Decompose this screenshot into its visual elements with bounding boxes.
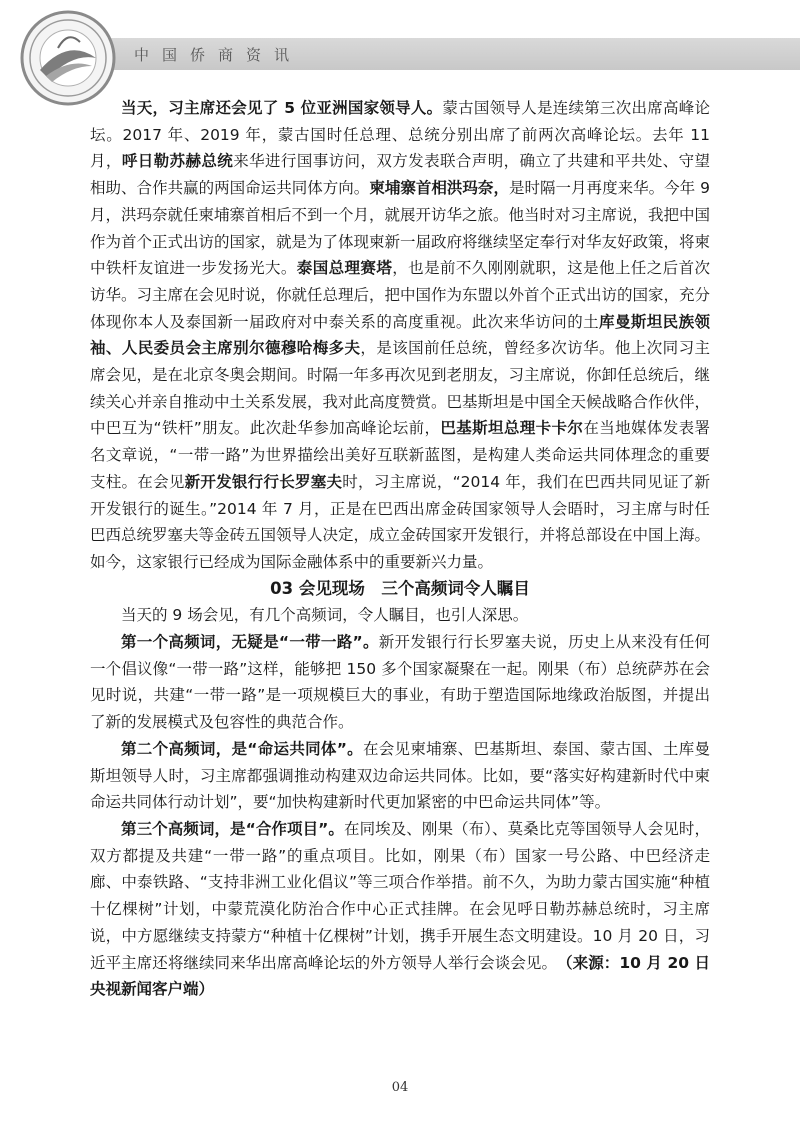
header-title: 中国侨商资讯 <box>134 46 303 64</box>
bold-phrase: 柬埔寨首相洪玛奈， <box>369 179 509 198</box>
text-run: 蒙古国领导人是连续第三次出席高峰论坛。2017 年、2019 年，蒙古国时任总理、总统分别出席了前两次高峰论坛。去年 11 月， <box>90 99 710 171</box>
bold-phrase: 第一个高频词，无疑是“一带一路”。 <box>121 633 379 652</box>
text-run: 在同埃及、刚果（布）、莫桑比克等国领导人会见时，双方都提及共建“一带一路”的重点项目。比如，刚果（布）国家一号公路、中巴经济走廊、中泰铁路、“支持非洲工业化倡议”等三项合作举措。前不久，为助力蒙古国实施“种植十亿棵树”计划，中蒙荒漠化防治合作中心正式挂牌。在会见呼日勒苏赫总统时，习主席说，中方愿继续支持蒙方“种植十亿棵树”计划，携手开展生态文明建设。10 月 20 日，习近平主席还将继续同来华出席高峰论坛的外方领导人举行会谈会见。 <box>90 819 710 972</box>
text-run: 是时隔一月再度来华。今年 9 月，洪玛奈就任柬埔寨首相后不到一个月，就展开访华之旅。他当时对习主席说，我把中国作为首个正式出访的国家，就是为了体现柬新一届政府将继续坚定奉行对华友好政策，将柬中铁杆友谊进一步发扬光大。 <box>90 179 711 278</box>
paragraph-intro: 当天的 9 场会见，有几个高频词，令人瞩目，也引人深思。 <box>121 606 529 625</box>
bold-phrase: 泰国总理赛塔 <box>296 259 393 278</box>
text-run: ，也是前不久刚刚就职，这是他上任之后首次访华。习主席在会见时说，你就任总理后，把中国作为东盟以外首个正式出访的国家，充分体现你本人及泰国新一届政府对中泰关系的高度重视。此次来华访问的土 <box>90 259 711 331</box>
paragraph-leaders <box>90 95 710 576</box>
text-run: ，是该国前任总统，曾经多次访华。他上次同习主席会见，是在北京冬奥会期间。时隔一年多再次见到老朋友，习主席说，你卸任总统后，继续关心并亲自推动中土关系发展，我对此高度赞赏。巴基斯坦是中国全天候战略合作伙伴，中巴互为“铁杆”朋友。此次赴华参加高峰论坛前， <box>90 339 711 438</box>
bold-phrase: 呼日勒苏赫总统 <box>121 152 234 171</box>
page-number: 04 <box>391 1080 409 1095</box>
bold-phrase: 新开发银行行长罗塞夫 <box>184 472 343 491</box>
paragraph-third-keyword <box>90 816 710 1003</box>
bold-phrase: 当天，习主席还会见了 5 位亚洲国家领导人。 <box>121 99 443 117</box>
bold-phrase: 第二个高频词，是“命运共同体”。 <box>121 739 363 758</box>
text-run: 时，习主席说，“2014 年，我们在巴西共同见证了新开发银行的诞生。”2014 年 7 月，正是在巴西出席金砖国家领导人会晤时，习主席与时任巴西总统罗塞夫等金砖五国领导人决定，成立金砖国家开发银行，并将总部设在中国上海。如今，这家银行已经成为国际金融体系中的重要新兴力量。 <box>90 472 711 571</box>
bold-phrase: 巴基斯坦总理卡卡尔 <box>440 419 584 438</box>
bold-phrase: 库曼斯坦民族领袖、人民委员会主席别尔德穆哈梅多夫 <box>90 312 710 358</box>
paragraph-first-keyword <box>90 629 710 736</box>
text-run: 在会见柬埔寨、巴基斯坦、泰国、蒙古国、土库曼斯坦领导人时，习主席都强调推动构建双边命运共同体。比如，要“落实好构建新时代中柬命运共同体行动计划”，要“加快构建新时代更加紧密的中巴命运共同体”等。 <box>90 739 710 812</box>
page-header <box>0 0 800 110</box>
article-body <box>90 95 710 1003</box>
text-run: 来华进行国事访问，双方发表联合声明，确立了共建和平共处、守望相助、合作共赢的两国命运共同体方向。 <box>90 152 710 198</box>
bold-phrase: 第三个高频词，是“合作项目”。 <box>121 819 344 838</box>
section-heading: 03 会见现场 三个高频词令人瞩目 <box>270 578 530 598</box>
association-logo-icon <box>18 8 118 108</box>
text-run: 新开发银行行长罗塞夫说，历史上从来没有任何一个倡议像“一带一路”这样，能够把 150 多个国家凝聚在一起。刚果（布）总统萨苏在会见时说，共建“一带一路”是一项规模巨大的事业，有助于塑造国际地缘政治版图，并提出了新的发展模式及包容性的典范合作。 <box>90 633 710 732</box>
source-note: （来源：10 月 20 日央视新闻客户端） <box>90 953 710 999</box>
paragraph-second-keyword <box>90 736 710 816</box>
text-run: 在当地媒体发表署名文章说，“一带一路”为世界描绘出美好互联新蓝图，是构建人类命运共同体理念的重要支柱。在会见 <box>90 419 710 491</box>
